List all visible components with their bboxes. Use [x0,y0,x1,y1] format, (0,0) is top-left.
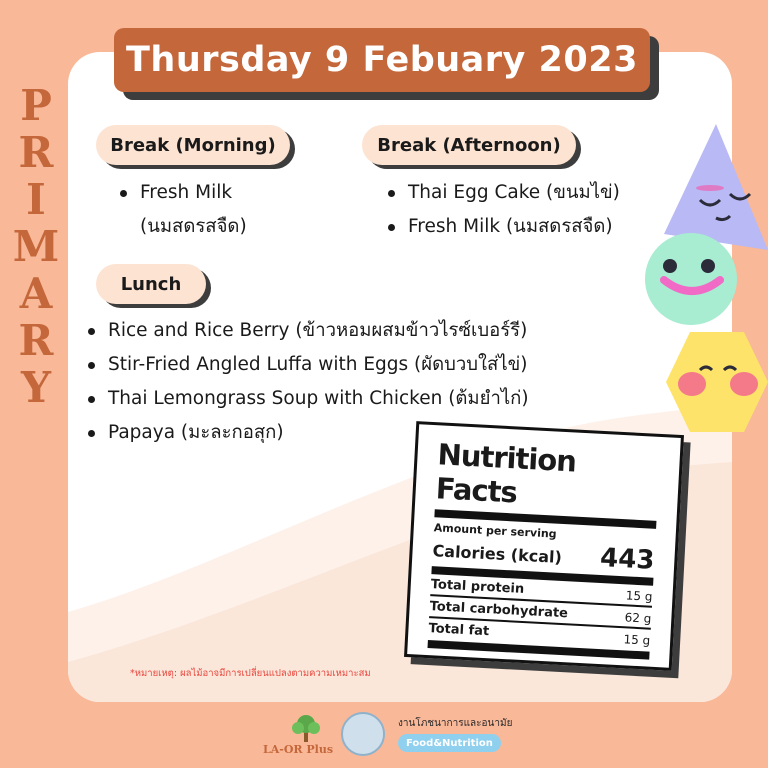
date-banner [114,28,650,92]
lunch-label: Lunch [120,273,182,295]
level-letter: M [12,222,60,271]
org-name: งานโภชนาการและอนามัย [398,718,513,729]
tree-icon [260,714,336,744]
nutrient-label: Total fat [428,621,490,640]
calories-label: Calories (kcal) [432,541,563,567]
list-item-continuation: (นมสดรสจืด) [140,216,247,237]
level-letter: A [19,269,53,318]
nutrition-title: Nutrition Facts [434,437,577,510]
food-nutrition-badge [398,734,501,752]
level-letter: Y [21,363,51,412]
level-letter: R [18,316,54,365]
break-morning-label: Break (Morning) [110,134,276,156]
level-label [14,82,58,411]
nutrient-label: Total protein [430,577,525,598]
break-afternoon-pill [362,125,576,165]
list-item: Stir-Fried Angled Luffa with Eggs (ผัดบวบใส่ไข่) [86,348,529,382]
break-morning-pill [96,125,290,165]
list-item: Thai Lemongrass Soup with Chicken (ต้มยำไก่) [86,382,529,416]
list-item: Fresh Milk [118,176,247,210]
date-title: Thursday 9 Febuary 2023 [126,40,638,80]
seal-icon [341,712,385,756]
level-letter: R [18,128,54,177]
serving-label: Amount per serving [433,521,557,541]
list-item: Fresh Milk (นมสดรสจืด) [386,210,620,244]
list-item: Papaya (มะละกอสุก) [86,416,529,450]
hexagon-character-icon [664,330,768,434]
break-afternoon-label: Break (Afternoon) [377,134,561,156]
nutrition-facts-panel [404,421,684,671]
nutrient-value: 15 g [623,632,651,648]
nutrient-label: Total carbohydrate [429,599,569,622]
lunch-pill [96,264,206,304]
circle-character-icon [644,232,738,326]
break-morning-list [118,176,247,244]
level-letter: P [20,81,52,130]
level-letter: I [26,175,46,224]
school-logo-text: LA-OR Plus [262,743,334,756]
list-item: Thai Egg Cake (ขนมไข่) [386,176,620,210]
school-logo [260,714,336,758]
nutrient-value: 62 g [624,610,652,626]
menu-note: *หมายเหตุ: ผลไม้อาจมีการเปลี่ยนแปลงตามความเหมาะสม [130,668,371,679]
list-item: Rice and Rice Berry (ข้าวหอมผสมข้าวไรซ์เบอร์รี) [86,314,529,348]
break-afternoon-list [386,176,620,244]
calories-value: 443 [599,542,656,576]
badge-label: Food&Nutrition [406,737,493,749]
nutrient-value: 15 g [625,588,653,604]
